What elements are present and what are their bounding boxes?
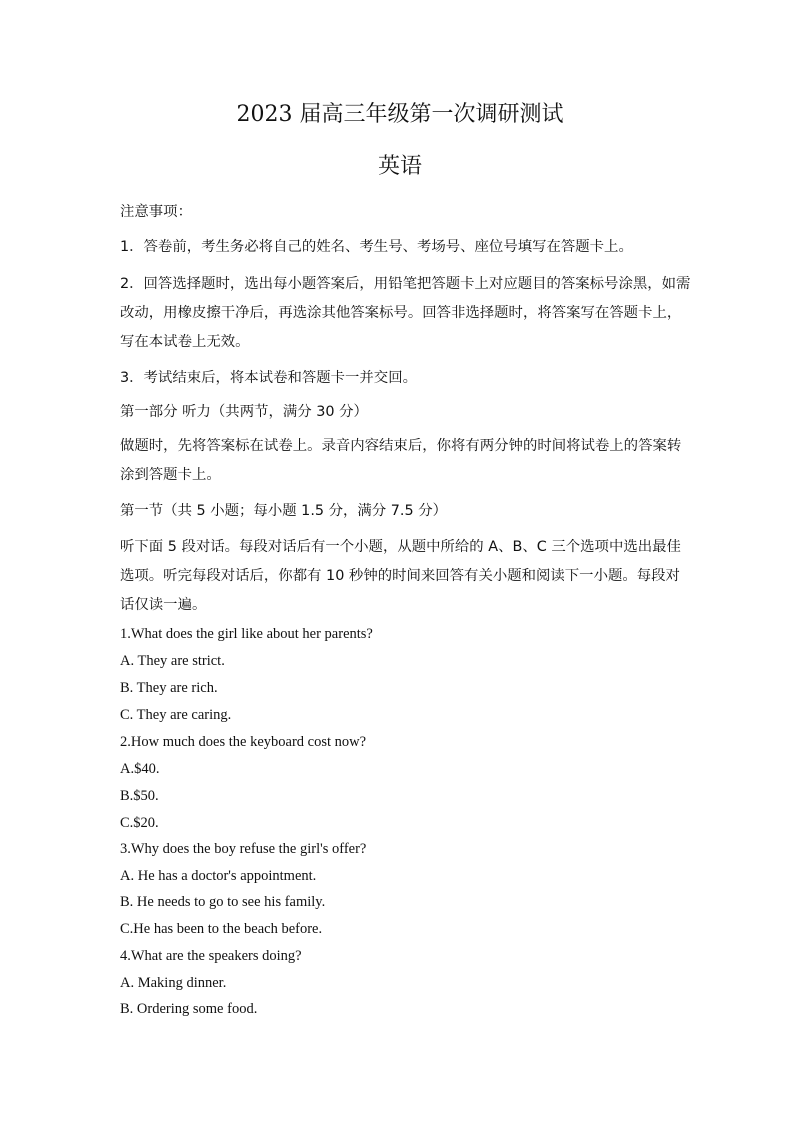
question-4-option-a: A. Making dinner.	[120, 975, 227, 991]
question-2-stem: 2.How much does the keyboard cost now?	[120, 734, 367, 750]
note-item-1: 1．答卷前，考生务必将自己的姓名、考生号、考场号、座位号填写在答题卡上。	[120, 239, 633, 255]
question-3-option-b: B. He needs to go to see his family.	[120, 894, 326, 910]
question-3-option-c: C.He has been to the beach before.	[120, 921, 323, 937]
exam-subject: 英语	[377, 154, 422, 179]
question-3-stem: 3.Why does the boy refuse the girl's offer?	[120, 841, 367, 857]
question-2-option-b: B.$50.	[120, 788, 159, 804]
question-1-option-a: A. They are strict.	[120, 653, 225, 669]
note-item-3: 3．考试结束后，将本试卷和答题卡一并交回。	[120, 370, 417, 386]
question-1-option-b: B. They are rich.	[120, 680, 218, 696]
question-3-option-a: A. He has a doctor's appointment.	[120, 868, 317, 884]
question-2-option-a: A.$40.	[120, 761, 160, 777]
section1-instruction: 听下面 5 段对话。每段对话后有一个小题，从题中所给的 A、B、C 三个选项中选出最佳选项。听完每段对话后，你都有 10 秒钟的时间来回答有关小题和阅读下一小题。每段对话仅读一遍。	[120, 539, 681, 613]
question-2-option-c: C.$20.	[120, 815, 159, 831]
question-1-option-c: C. They are caring.	[120, 707, 232, 723]
exam-title: 2023 届高三年级第一次调研测试	[236, 102, 564, 127]
part1-heading: 第一部分 听力（共两节，满分 30 分）	[120, 404, 368, 420]
part1-instruction: 做题时，先将答案标在试卷上。录音内容结束后，你将有两分钟的时间将试卷上的答案转涂到答题卡上。	[120, 438, 682, 483]
question-4-stem: 4.What are the speakers doing?	[120, 948, 302, 964]
section1-heading: 第一节（共 5 小题；每小题 1.5 分，满分 7.5 分）	[120, 503, 448, 519]
question-4-option-b: B. Ordering some food.	[120, 1001, 258, 1017]
question-1-stem: 1.What does the girl like about her parents?	[120, 626, 373, 642]
notes-heading: 注意事项：	[120, 204, 192, 220]
note-item-2: 2．回答选择题时，选出每小题答案后，用铅笔把答题卡上对应题目的答案标号涂黑，如需改动，用橡皮擦干净后，再选涂其他答案标号。回答非选择题时，将答案写在答题卡上，写在本试卷上无效。	[120, 276, 691, 350]
